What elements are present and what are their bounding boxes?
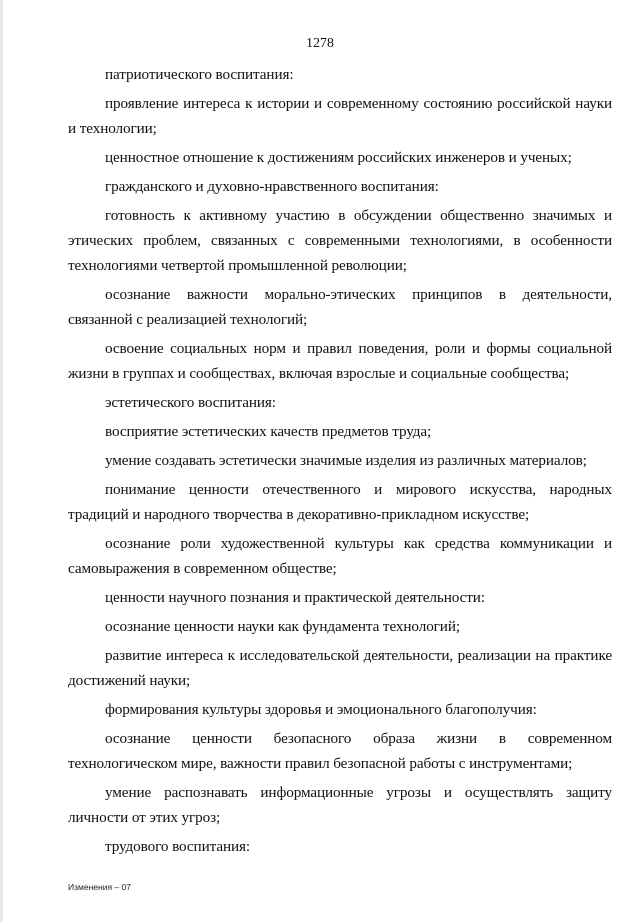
paragraph: осознание важности морально-этических принципов в деятельности, связанной с реализацией технологий; xyxy=(68,286,612,328)
paragraph: освоение социальных норм и правил поведения, роли и формы социальной жизни в группах и сообществах, включая взрослые и социальные сообщества; xyxy=(68,340,612,382)
paragraph: ценностное отношение к достижениям российских инженеров и ученых; xyxy=(105,149,572,166)
paragraph: осознание роли художественной культуры как средства коммуникации и самовыражения в современном обществе; xyxy=(68,535,612,577)
footer-note: Изменения – 07 xyxy=(68,882,131,892)
paragraph: восприятие эстетических качеств предметов труда; xyxy=(105,423,432,440)
paragraph: ценности научного познания и практической деятельности: xyxy=(105,589,485,606)
scan-edge xyxy=(0,0,3,922)
page-number: 1278 xyxy=(306,36,334,51)
paragraph: осознание ценности безопасного образа жизни в современном технологическом мире, важности правил безопасной работы с инструментами; xyxy=(68,730,612,772)
document-body xyxy=(68,62,612,863)
paragraph: проявление интереса к истории и современному состоянию российской науки и технологии; xyxy=(68,95,612,137)
paragraph: эстетического воспитания: xyxy=(105,394,276,411)
paragraph: понимание ценности отечественного и мирового искусства, народных традиций и народного творчества в декоративно-прикладном искусстве; xyxy=(68,481,612,523)
paragraph: умение распознавать информационные угрозы и осуществлять защиту личности от этих угроз; xyxy=(68,784,612,826)
paragraph: осознание ценности науки как фундамента технологий; xyxy=(105,618,460,635)
paragraph: гражданского и духовно-нравственного воспитания: xyxy=(105,178,439,195)
paragraph: формирования культуры здоровья и эмоционального благополучия: xyxy=(105,701,537,718)
paragraph: развитие интереса к исследовательской деятельности, реализации на практике достижений науки; xyxy=(68,647,612,689)
paragraph: патриотического воспитания: xyxy=(105,66,294,83)
paragraph: готовность к активному участию в обсуждении общественно значимых и этических проблем, связанных с современными технологиями, в особенности технологиями четвертой промышленной революции; xyxy=(68,207,612,274)
paragraph: умение создавать эстетически значимые изделия из различных материалов; xyxy=(105,452,587,469)
paragraph: трудового воспитания: xyxy=(105,838,251,855)
